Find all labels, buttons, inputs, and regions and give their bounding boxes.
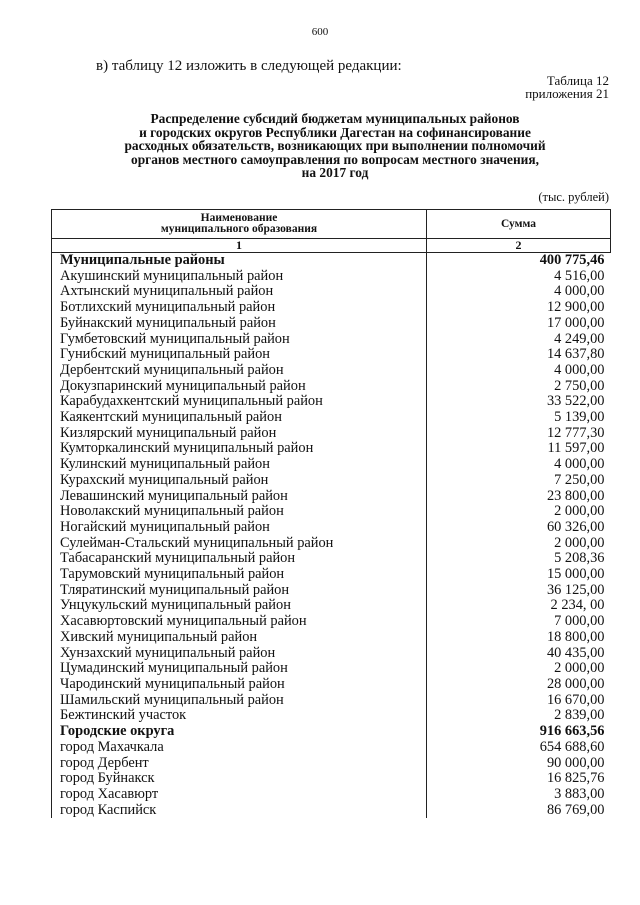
row-name: Буйнакский муниципальный район: [52, 316, 427, 332]
row-name: Левашинский муниципальный район: [52, 489, 427, 505]
table-row: [52, 269, 611, 285]
row-name: Табасаранский муниципальный район: [52, 551, 427, 567]
table-row: [52, 426, 611, 442]
row-amount: 33 522,00: [546, 393, 605, 410]
row-amount: 5 139,00: [554, 409, 605, 426]
table-row: [52, 567, 611, 583]
row-name: город Дербент: [52, 756, 427, 772]
row-name: Кизлярский муниципальный район: [52, 426, 427, 442]
row-amount: 2 839,00: [554, 707, 605, 724]
row-amount: 2 000,00: [554, 534, 605, 551]
table-row: [52, 551, 611, 567]
table-body: [52, 253, 611, 819]
row-name: Кумторкалинский муниципальный район: [52, 441, 427, 457]
row-amount: 4 000,00: [554, 456, 605, 473]
row-name: город Хасавюрт: [52, 787, 427, 803]
table-row: [52, 332, 611, 348]
title-line-5: на 2017 год: [301, 165, 369, 181]
row-amount: 2 000,00: [554, 660, 605, 677]
group-row: [52, 253, 611, 269]
table-row: [52, 441, 611, 457]
table-row: [52, 520, 611, 536]
row-amount: 17 000,00: [546, 314, 605, 331]
row-amount: 2 000,00: [554, 503, 605, 520]
row-name: Цумадинский муниципальный район: [52, 661, 427, 677]
page-number: 600: [311, 26, 329, 38]
header-name-line1: Наименование: [200, 212, 278, 224]
row-name: Сулейман-Стальский муниципальный район: [52, 536, 427, 552]
row-amount: 12 777,30: [546, 424, 605, 441]
header-name-line2: муниципального образования: [160, 223, 318, 235]
table-row: [52, 646, 611, 662]
table-row: [52, 347, 611, 363]
row-amount: 90 000,00: [546, 754, 605, 771]
row-name: Чародинский муниципальный район: [52, 677, 427, 693]
row-name: Гумбетовский муниципальный район: [52, 332, 427, 348]
row-name: Гунибский муниципальный район: [52, 347, 427, 363]
title-line-1: Распределение субсидий бюджетам муниципальных районов: [150, 111, 520, 126]
table-row: [52, 489, 611, 505]
row-name: Ногайский муниципальный район: [52, 520, 427, 536]
row-name: Тарумовский муниципальный район: [52, 567, 427, 583]
row-amount: 60 326,00: [546, 518, 605, 535]
row-name: Унцукульский муниципальный район: [52, 598, 427, 614]
units-label: (тыс. рублей): [538, 190, 609, 204]
table-row: [52, 708, 611, 724]
row-amount: 5 208,36: [554, 550, 605, 567]
group-row: [52, 724, 611, 740]
row-name: город Каспийск: [52, 803, 427, 819]
row-amount: 4 000,00: [554, 283, 605, 300]
table-row: [52, 756, 611, 772]
table-reference-line2: приложения 21: [525, 86, 609, 101]
row-name: Дербентский муниципальный район: [52, 363, 427, 379]
row-name: город Буйнакск: [52, 771, 427, 787]
row-amount: 3 883,00: [554, 785, 605, 802]
table-row: [52, 583, 611, 599]
row-amount: 916 663,56: [539, 723, 605, 740]
table-row: [52, 677, 611, 693]
row-amount: 654 688,60: [539, 738, 605, 755]
row-amount: 16 670,00: [546, 691, 605, 708]
title-line-4: органов местного самоуправления по вопросам местного значения,: [131, 151, 539, 167]
table-row: [52, 771, 611, 787]
row-amount: 14 637,80: [546, 346, 605, 363]
row-name: Карабудахкентский муниципальный район: [52, 394, 427, 410]
table-row: [52, 316, 611, 332]
row-amount: 28 000,00: [546, 675, 605, 692]
row-amount: 16 825,76: [546, 770, 605, 787]
table-row: [52, 457, 611, 473]
column-number-row: [52, 239, 611, 253]
row-name: город Махачкала: [52, 740, 427, 756]
table-row: [52, 661, 611, 677]
table-row: [52, 504, 611, 520]
table-row: [52, 363, 611, 379]
header-amount-column: Сумма: [427, 210, 611, 239]
row-amount: 36 125,00: [546, 581, 605, 598]
table-row: [52, 379, 611, 395]
row-name: Новолакский муниципальный район: [52, 504, 427, 520]
row-name: Хивский муниципальный район: [52, 630, 427, 646]
column-number-2: 2: [427, 239, 611, 253]
table-row: [52, 787, 611, 803]
table-reference: [525, 74, 609, 100]
row-name: Каякентский муниципальный район: [52, 410, 427, 426]
table-row: [52, 630, 611, 646]
row-amount: 2 750,00: [554, 377, 605, 394]
row-name: Курахский муниципальный район: [52, 473, 427, 489]
row-name: Тляратинский муниципальный район: [52, 583, 427, 599]
column-number-1: 1: [52, 239, 427, 253]
table-row: [52, 300, 611, 316]
row-name: Хунзахский муниципальный район: [52, 646, 427, 662]
row-name: Ботлихский муниципальный район: [52, 300, 427, 316]
row-amount: 15 000,00: [546, 566, 605, 583]
row-name: Ахтынский муниципальный район: [52, 284, 427, 300]
row-amount: 86 769,00: [546, 801, 605, 818]
row-amount: 7 250,00: [554, 471, 605, 488]
table-row: [52, 740, 611, 756]
table-row: [52, 803, 611, 819]
table-reference-line1: Таблица 12: [546, 73, 609, 88]
row-name: Докузпаринский муниципальный район: [52, 379, 427, 395]
row-name: Кулинский муниципальный район: [52, 457, 427, 473]
row-name: Шамильский муниципальный район: [52, 693, 427, 709]
document-title: [60, 112, 610, 180]
row-amount: 11 597,00: [547, 440, 605, 457]
row-amount: 2 234, 00: [550, 597, 605, 614]
row-name: Муниципальные районы: [52, 253, 427, 269]
table-row: [52, 284, 611, 300]
row-name: Городские округа: [52, 724, 427, 740]
table-row: [52, 394, 611, 410]
table-row: [52, 473, 611, 489]
row-name: Акушинский муниципальный район: [52, 269, 427, 285]
row-amount: 4 249,00: [554, 330, 605, 347]
table-row: [52, 598, 611, 614]
header-name-column: [52, 210, 427, 239]
row-amount: 18 800,00: [546, 628, 605, 645]
row-amount: 12 900,00: [546, 299, 605, 316]
table-row: [52, 693, 611, 709]
table-row: [52, 536, 611, 552]
table-row: [52, 410, 611, 426]
row-amount: 4 516,00: [554, 267, 605, 284]
title-line-3: расходных обязательств, возникающих при выполнении полномочий: [124, 138, 546, 154]
subsidy-table: [51, 209, 611, 818]
table-header-row: [52, 210, 611, 239]
row-name: Бежтинский участок: [52, 708, 427, 724]
intro-text: в) таблицу 12 изложить в следующей редакции:: [96, 58, 402, 74]
row-amount: 7 000,00: [554, 613, 605, 630]
title-line-2: и городских округов Республики Дагестан на софинансирование: [139, 124, 531, 140]
row-amount: 400 775,46: [539, 252, 605, 268]
row-amount: 4 000,00: [554, 361, 605, 378]
table-row: [52, 614, 611, 630]
row-name: Хасавюртовский муниципальный район: [52, 614, 427, 630]
row-amount: 23 800,00: [546, 487, 605, 504]
row-amount: 40 435,00: [546, 644, 605, 661]
